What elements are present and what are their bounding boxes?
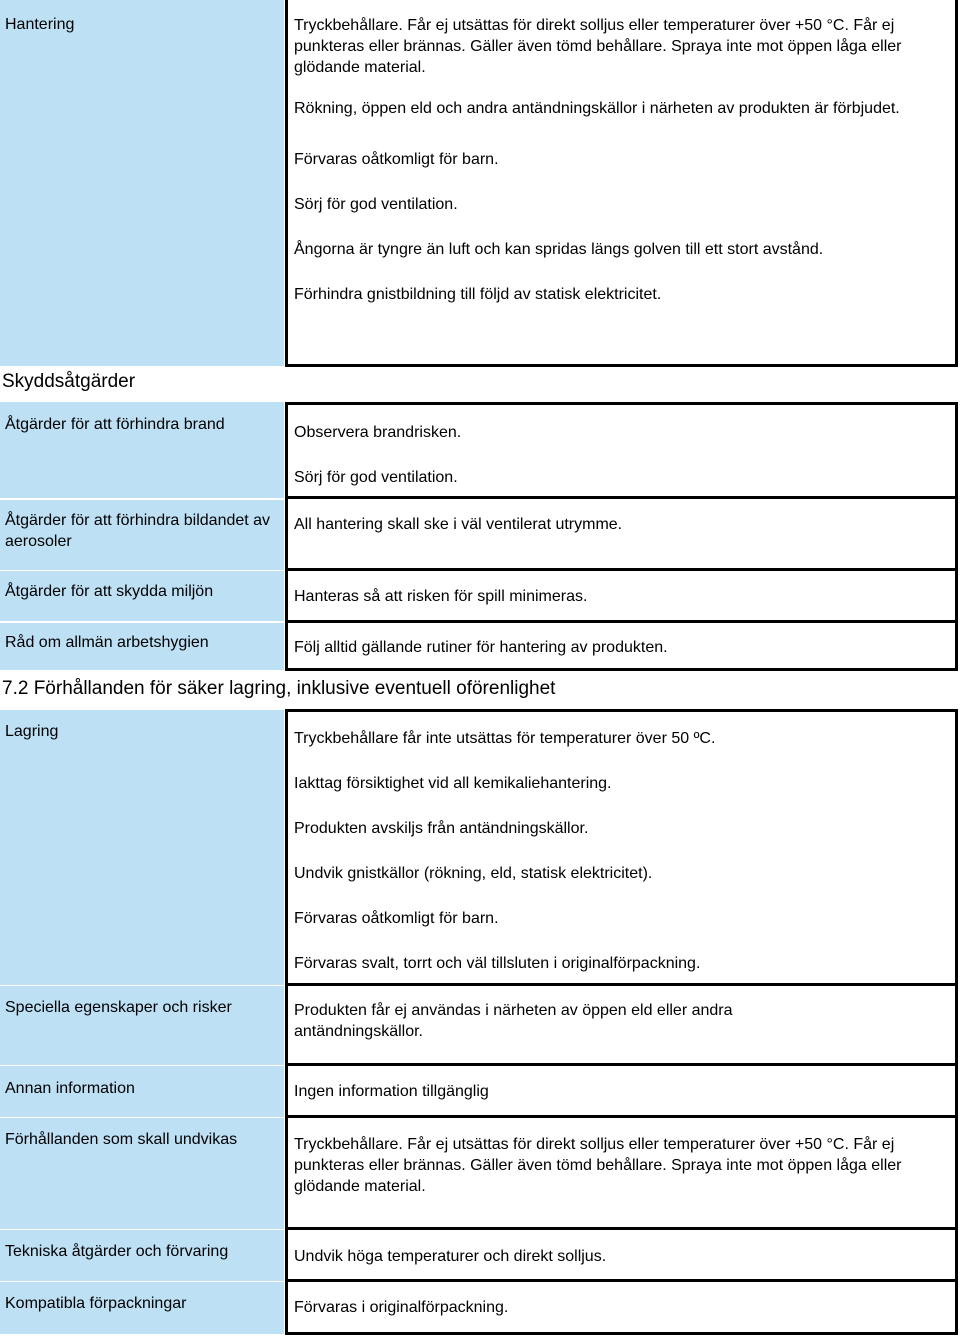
brand-line: Observera brandrisken.: [294, 424, 462, 441]
lagring-line: Undvik gnistkällor (rökning, eld, statisk elektricitet).: [294, 865, 653, 882]
undvikas-line: Tryckbehållare. Får ej utsättas för direkt solljus eller temperaturer över +50 °C. Får ej punkteras eller brännas. Gäller även tömd behållare. Spraya inte mot öppen låga eller glödande material.: [294, 1136, 902, 1195]
speciella-value: [285, 986, 958, 1066]
section-heading: Skyddsåtgärder: [2, 371, 136, 392]
speciella-line: Produkten får ej användas i närheten av öppen eld eller andra antändningskällor.: [294, 1002, 733, 1040]
lagring-line: Tryckbehållare får inte utsättas för temperaturer över 50 ºC.: [294, 730, 716, 747]
kompatibla-value: [285, 1282, 958, 1335]
speciella-label: Speciella egenskaper och risker: [0, 986, 284, 1065]
hantering-line: Tryckbehållare. Får ej utsättas för direkt solljus eller temperaturer över +50 °C. Får ej punkteras eller brännas. Gäller även tömd behållare. Spraya inte mot öppen låga eller glödande material.: [294, 17, 902, 76]
arbetshygien-value: [285, 623, 958, 671]
hantering-label: Hantering: [0, 0, 284, 366]
tekniska-label: Tekniska åtgärder och förvaring: [0, 1230, 284, 1281]
annan-label: Annan information: [0, 1066, 284, 1117]
arbetshygien-label: Råd om allmän arbetshygien: [0, 623, 284, 670]
hantering-line: Sörj för god ventilation.: [294, 196, 458, 213]
annan-line: Ingen information tillgänglig: [294, 1083, 489, 1100]
arbetshygien-line: Följ alltid gällande rutiner för hantering av produkten.: [294, 639, 668, 656]
lagring-line: Iakttag försiktighet vid all kemikaliehantering.: [294, 775, 612, 792]
miljon-line: Hanteras så att risken för spill minimeras.: [294, 588, 588, 605]
annan-value: [285, 1066, 958, 1118]
hantering-line: Ångorna är tyngre än luft och kan spridas längs golven till ett stort avstånd.: [294, 241, 824, 258]
tekniska-value: [285, 1230, 958, 1282]
aerosoler-label: Åtgärder för att förhindra bildandet av aerosoler: [0, 500, 284, 570]
aerosoler-value: [285, 499, 958, 571]
tekniska-line: Undvik höga temperaturer och direkt solljus.: [294, 1248, 607, 1265]
undvikas-label: Förhållanden som skall undvikas: [0, 1118, 284, 1229]
brand-value: [285, 402, 958, 499]
brand-label: Åtgärder för att förhindra brand: [0, 402, 284, 498]
lagring-value: [285, 709, 958, 986]
lagring-line: Produkten avskiljs från antändningskällor.: [294, 820, 589, 837]
miljon-label: Åtgärder för att skydda miljön: [0, 571, 284, 621]
hantering-line: Förhindra gnistbildning till följd av statisk elektricitet.: [294, 286, 662, 303]
section-7-2-heading: 7.2 Förhållanden för säker lagring, inklusive eventuell oförenlighet: [2, 678, 556, 699]
miljon-value: [285, 571, 958, 623]
lagring-line: Förvaras svalt, torrt och väl tillsluten i originalförpackning.: [294, 955, 701, 972]
aerosoler-line: All hantering skall ske i väl ventilerat utrymme.: [294, 516, 623, 533]
undvikas-value: [285, 1118, 958, 1230]
hantering-line: Förvaras oåtkomligt för barn.: [294, 151, 499, 168]
brand-line: Sörj för god ventilation.: [294, 469, 458, 486]
hantering-value: [285, 0, 958, 367]
lagring-line: Förvaras oåtkomligt för barn.: [294, 910, 499, 927]
kompatibla-line: Förvaras i originalförpackning.: [294, 1299, 509, 1316]
hantering-line: Rökning, öppen eld och andra antändningskällor i närheten av produkten är förbjudet.: [294, 100, 900, 117]
kompatibla-label: Kompatibla förpackningar: [0, 1282, 284, 1334]
lagring-label: Lagring: [0, 710, 284, 985]
